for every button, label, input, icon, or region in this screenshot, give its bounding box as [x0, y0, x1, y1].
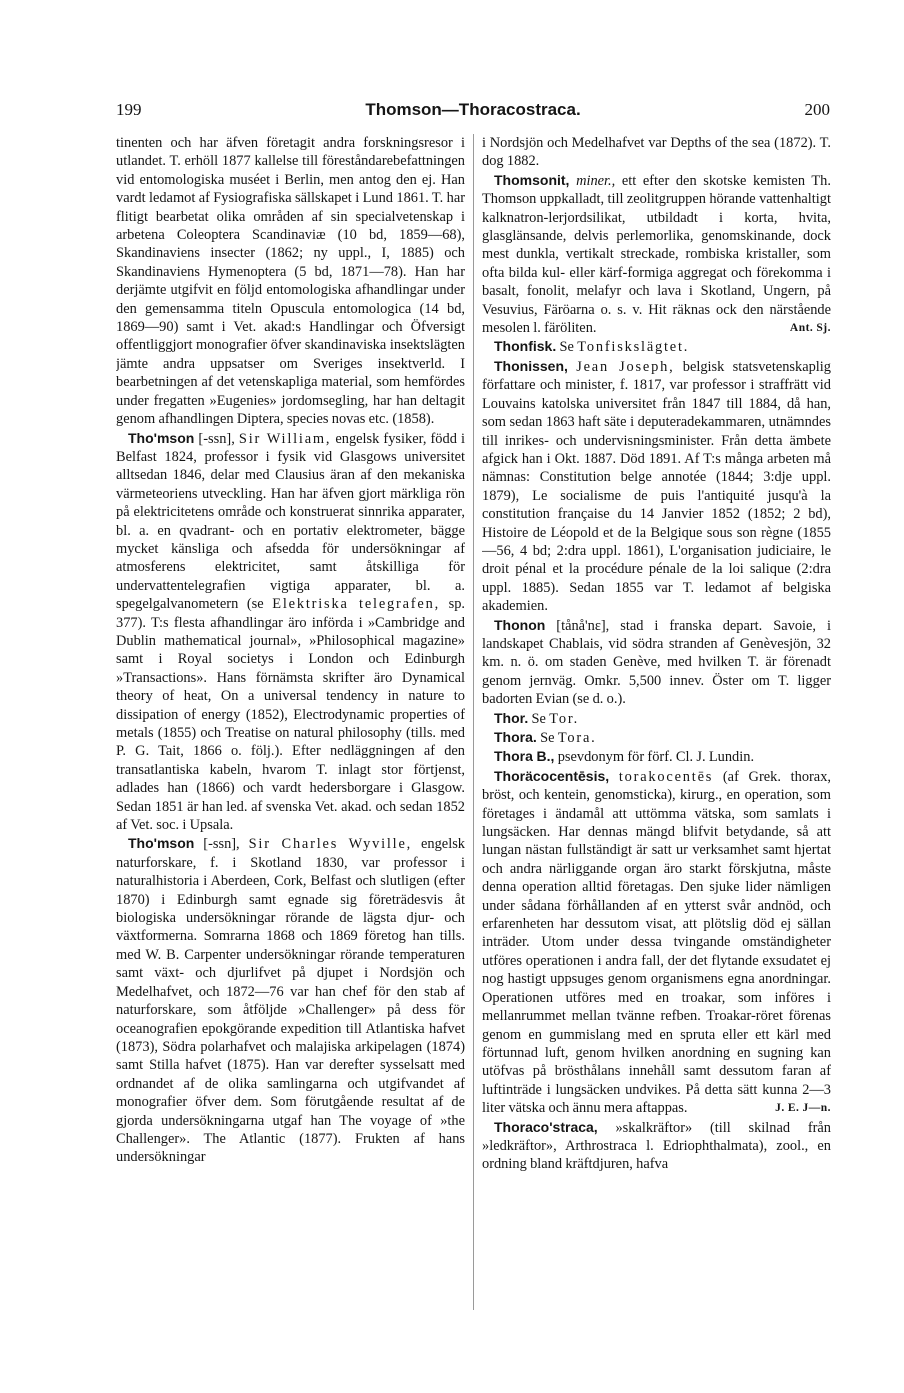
- entry-headword: Tho'mson: [128, 835, 195, 852]
- see-label: Se: [559, 339, 574, 356]
- entry-thomson-william: [116, 429, 465, 835]
- right-column: [482, 134, 831, 1314]
- entry-headword: Thor.: [494, 709, 529, 726]
- entry-thoracostraca: [482, 1118, 831, 1174]
- entry-headword: Thomsonit,: [494, 171, 570, 188]
- page-number-left: 199: [116, 100, 142, 119]
- entry-headword: Thora B.,: [494, 748, 555, 765]
- continuation-paragraph: tinenten och har äfven företagit andra forskningsresor i utlandet. T. erhöll 1877 kallelse till föreståndarebefattningen vid entomologiska muséet i Berlin, men antog den ej. Han vardt ledamot af Fysiografiska sällskapet i Lund 1861. T. har flitigt bearbetat olika områden af sin specialvetenskap i arbetena Coleoptera Scandinaviæ (10 bd, 1859—68), Skandinaviens insecter (1862; ny uppl., I, 1885) och Skandinaviens Hymenoptera (5 bd, 1871—78). Han har derjämte utgifvit en följd entomologiska afhandlingar under den gemensamma titeln Opuscula entomologica (14 bd, 1869—90) samt i Vet. akad:s Handlingar och Öfversigt offentliggjort monografier öfver skandinaviska insektslägten jämte andra uppsatser om Sveriges insektverld. I bearbetningen af det vetenskapliga material, som hemfördes under fregatten »Eugenies» jordomsegling, har han deltagit genom afhandlingen Diptera, species novas etc. (1858).: [116, 135, 465, 428]
- entry-headword: Thoräcocentēsis,: [494, 767, 610, 784]
- left-column: [116, 134, 465, 1314]
- entry-thonon: [482, 616, 831, 709]
- author-signature: J. E. J—n.: [775, 1102, 831, 1115]
- entry-text: [tånå'nɛ], stad i franska depart. Savoie, i landskapet Chablais, vid södra stranden af Genèvesjön, 32 km. n. ö. om staden Genève, med hvilken T. är förenadt genom jernväg. Omkr. 5,500 innev. Öster om T. ligger badorten Evian (se d. o.).: [482, 617, 831, 708]
- entry-thora: [482, 728, 831, 747]
- entry-thomson-charles: [116, 834, 465, 1166]
- entry-person-name: Jean Joseph,: [576, 358, 675, 375]
- pronunciation: [-ssn],: [203, 836, 240, 853]
- pronunciation: [-ssn],: [198, 430, 235, 447]
- entry-headword: Thonissen,: [494, 357, 568, 374]
- see-label: Se: [540, 730, 555, 746]
- entry-text: belgisk statsvetenskaplig författare och minister, f. 1817, var professor i straffrätt vid Louvains katolska universitet från 1847 till 1884, då han, som sedan 1863 haft säte i deputeradekammaren, utnämndes till inrikes- och undervisningsminister. Från detta ämbete afgick han i Okt. 1887. Död 1891. Af T:s många arbeten må nämnas: Constitution belge annotée (1844; 3:dje uppl. 1879), Le socialisme de puis l'antiquité jusqu'à la constitution française du 14 Janvier 1852 (1852; 2 bd), Histoire de Léopold et de la Belgique sous son règne (1855—56, 4 bd; 2:dra uppl. 1861), L'organisation judiciaire, le droit pénal et la procédure pénale de la loi salique (2:dra uppl. 1885). Sedan 1855 var T. ledamot af belgiska akademien.: [482, 358, 831, 615]
- entry-headword: Thonfisk.: [494, 338, 557, 355]
- entry-thonfisk: [482, 337, 831, 356]
- cross-reference: Tor.: [549, 710, 580, 727]
- cross-reference: Elektriska telegrafen,: [272, 596, 440, 613]
- entry-text: psevdonym för förf. Cl. J. Lundin.: [557, 749, 755, 766]
- entry-thonissen: [482, 357, 831, 616]
- entry-headword: Thoraco'straca,: [494, 1118, 598, 1135]
- author-signature: Ant. Sj.: [789, 322, 831, 335]
- entry-thor: [482, 709, 831, 728]
- entry-headword: Tho'mson: [128, 429, 195, 446]
- entry-thoracocentesis: [482, 767, 831, 1118]
- entry-headword: Thora.: [494, 729, 537, 745]
- entry-text: ett efter den skotske kemisten Th. Thomson uppkalladt, till zeolitgruppen hörande vattenhaltigt kalknatron-lerjordsilikat, utbildadt i korta, hvita, glasglänsande, delvis perlemorlika, genomskinande, dock mest dunkla, vertikalt streckade, rombiska kristaller, som ofta bilda kul- eller kärf-formiga aggregat och förekomma i basalt, fonolit, melafyr och lava i Skotland, Ungern, på Vesuvius, Färöarna o. s. v. Hit räknas ock den närstående mesolen l. färöliten.: [482, 172, 831, 337]
- running-title: Thomson—Thoracostraca.: [365, 100, 581, 119]
- entry-text: sp. 377). T:s flesta afhandlingar äro införda i »Cambridge and Dublin mathematical journal», »Philosophical magazine» samt i Royal societys i London och Edinburgh »Transactions». Hans förnämsta skrifter äro Dynamical theory of heat, On a universal tendency in nature to dissipation of energy (1852), Electrodynamic properties of metals (1855) och Treatise on natural philosophy (tills. med P. G. Tait, 1866 o. följ.). Efter nedläggningen af den transatlantiska kabeln, hvarom T. inlagt stor förtjenst, adlades han (1866) och vardt hedersborgare i Glasgow. Sedan 1851 är han led. af svenska Vet. akad. och sedan 1852 af Vet. soc. i Upsala.: [116, 596, 465, 834]
- cross-reference: torakocentēs: [618, 768, 714, 785]
- entry-person-name: Sir William,: [238, 430, 332, 447]
- page-header: [116, 98, 830, 122]
- entry-thora-b: [482, 747, 831, 766]
- entry-person-name: Sir Charles Wyville,: [248, 836, 413, 853]
- entry-headword: Thonon: [494, 616, 546, 633]
- cross-reference: Tonfiskslägtet.: [577, 339, 690, 356]
- see-label: Se: [531, 710, 546, 727]
- entry-text: engelsk naturforskare, f. i Skotland 1830, var professor i naturalhistoria i Aberdeen, Cork, Belfast och slutligen (efter 1870) i Edinburgh samt egnade sig företrädesvis åt biologiska undersökningar rörande de lägsta djur- och växtformerna. Somrarna 1868 och 1869 företog han tills. med W. B. Carpenter undersökningar rörande temperaturen samt växt- och djurlifvet på djupet i Nordsjön och Medelhafvet, och 1872—76 var han chef för den stab af naturforskare, som åtföljde »Challenger» på dess för oceanografien epokgörande expedition till Atlantiska hafvet (1873), Södra polarhafvet och malajiska arkipelagen (1874) samt Stilla hafvet (1875). Han var derefter sysselsatt med ordnandet af de olika samlingarna och utgifvandet af monografier öfver dem. Som förutgående resultat af de gjorda undersökningarna utgaf han The voyage of »the Challenger». The Atlantic (1877). Frukten af hans undersökningar: [116, 836, 465, 1166]
- entry-text: »skalkräftor» (till skilnad från »ledkräftor», Arthrostraca l. Edriophthalmata), zool., en ordning bland kräftdjuren, hafva: [482, 1119, 831, 1173]
- column-divider: [473, 134, 474, 1310]
- cross-reference: Tora.: [557, 730, 597, 746]
- entry-text: engelsk fysiker, född i Belfast 1824, professor i fysik vid Glasgows universitet alltsedan 1846, delar med Clausius äran af den mekaniska värmeteoriens utveckling. Han har äfven gjort märkliga rön på elektricitetens område och konstruerat sinnrika apparater, bl. a. en qvadrant- och en portativ elektrometer, bägge mycket känsliga och afsedda för undersökningar af atmosferens elektricitet, samt åtskilliga för undervattentelegrafien vigtiga apparater, bl. a. spegelgalvanometern (se: [116, 430, 465, 613]
- subject-abbreviation: miner.,: [576, 172, 616, 189]
- continuation-paragraph: i Nordsjön och Medelhafvet var Depths of the sea (1872). T. dog 1882.: [482, 135, 831, 170]
- page-number-right: 200: [804, 100, 830, 119]
- entry-thomsonit: [482, 171, 831, 338]
- entry-text: (af Grek. thorax, bröst, och kentein, genomsticka), kirurg., en operation, som företages i ändamål att uttömma vätska, som samlats i lungsäcken. Har dennas mängd blifvit betydande, så att lungan nästan fullständigt är satt ur verksamhet samt hjertat och andra närliggande organ äro starkt förskjutna, måste denna operation alltid företagas. Den sjuke lider nämligen under sådana förhållanden af en ytterst svår andnöd, och erfarenheten har dessutom visat, att plötslig död ej sällan inträder. Utom under dessa tvingande omständigheter utföres operationen i andra fall, der det flytande exsudatet ej nog hastigt uppsuges genom organismens egna anordningar. Operationen utföres med en troakar, som införes i mellanrummet mellan tvänne refben. Troakar-röret förenas genom en gummislang med en spruta eller ett kärl med förtunnad luft, genom hvilken anordning en sugning kan utöfvas på brösthålans innehåll samt dessutom faran af luftinträde i lungsäcken undvikes. På detta sätt kunna 2—3 liter vätska och ännu mera aftappas.: [482, 768, 831, 1117]
